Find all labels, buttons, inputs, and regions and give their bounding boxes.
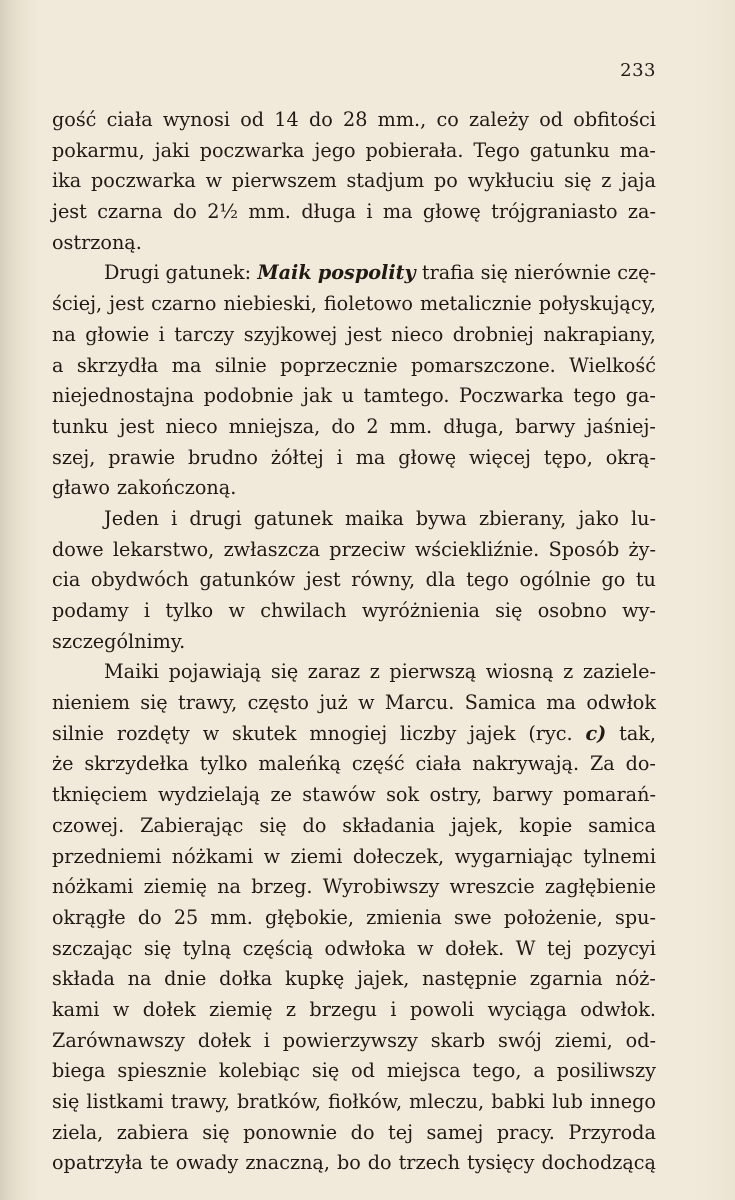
text-line: ściej, jest czarno niebieski, fioletowo metalicznie połyskujący, xyxy=(52,292,656,316)
text-line: na głowie i tarczy szyjkowej jest nieco drobniej nakrapiany, xyxy=(52,322,656,346)
text-line: niejednostajna podobnie jak u tamtego. Poczwarka tego ga- xyxy=(52,384,656,408)
text-line: Zarównawszy dołek i powierzywszy skarb swój ziemi, od- xyxy=(52,1028,656,1052)
text-line: jest czarna do 2½ mm. długa i ma głowę trójgraniasto za- xyxy=(52,200,656,224)
text-line: pokarmu, jaki poczwarka jego pobierała. Tego gatunku ma- xyxy=(52,138,656,162)
text-line: silnie rozdęty w skutek mnogiej liczby jajek (ryc. c) tak, xyxy=(52,721,656,745)
page-number: 233 xyxy=(620,60,656,81)
text-line: się listkami trawy, bratków, fiołków, mleczu, babki lub innego xyxy=(52,1090,656,1113)
text-line: cia obydwóch gatunków jest równy, dla tego ogólnie go tu xyxy=(52,568,656,592)
body-text xyxy=(52,105,656,1179)
text-line: Maiki pojawiają się zaraz z pierwszą wiosną z zaziele- xyxy=(104,660,656,684)
text-line: czowej. Zabierając się do składania jajek, kopie samica xyxy=(52,813,656,837)
text-line: ostrzoną. xyxy=(52,230,142,254)
text-line: opatrzyła te owady znaczną, bo do trzech tysięcy dochodzącą xyxy=(52,1151,656,1175)
text-line: szczególnimy. xyxy=(52,629,186,653)
text-line: okrągłe do 25 mm. głębokie, zmienia swe położenie, spu- xyxy=(52,905,656,929)
text-line: gławo zakończoną. xyxy=(52,476,237,500)
text-line: gość ciała wynosi od 14 do 28 mm., co zależy od obfitości xyxy=(52,108,656,131)
text-line: biega spiesznie kolebiąc się od miejsca tego, a posiliwszy xyxy=(52,1059,656,1083)
text-line: Drugi gatunek: Maik pospolity trafia się nierównie czę- xyxy=(104,261,656,285)
text-line: że skrzydełka tylko maleńką część ciała nakrywają. Za do- xyxy=(52,752,656,776)
text-line: nóżkami ziemię na brzeg. Wyrobiwszy wreszcie zagłębienie xyxy=(52,875,656,899)
text-line: nieniem się trawy, często już w Marcu. Samica ma odwłok xyxy=(52,691,656,715)
text-line: przedniemi nóżkami w ziemi dołeczek, wygarniając tylnemi xyxy=(52,844,656,868)
text-line: podamy i tylko w chwilach wyróżnienia się osobno wy- xyxy=(52,599,656,622)
text-line: szczając się tylną częścią odwłoka w dołek. W tej pozycyi xyxy=(52,936,656,960)
text-line: ziela, zabiera się ponownie do tej samej pracy. Przyroda xyxy=(52,1120,656,1144)
text-line: ika poczwarka w pierwszem stadjum po wykłuciu się z jaja xyxy=(52,169,656,193)
text-line: Jeden i drugi gatunek maika bywa zbierany, jako lu- xyxy=(104,506,656,530)
text-line: kami w dołek ziemię z brzegu i powoli wyciąga odwłok. xyxy=(52,997,656,1021)
text-line: tunku jest nieco mniejsza, do 2 mm. długa, barwy jaśniej- xyxy=(52,414,656,438)
text-line: tknięciem wydzielają ze stawów sok ostry, barwy pomarań- xyxy=(52,783,656,807)
text-line: szej, prawie brudno żółtej i ma głowę więcej tępo, okrą- xyxy=(52,445,656,469)
text-line: dowe lekarstwo, zwłaszcza przeciw wściekliźnie. Sposób ży- xyxy=(52,537,656,561)
text-line: a skrzydła ma silnie poprzecznie pomarszczone. Wielkość xyxy=(52,353,656,377)
text-line: składa na dnie dołka kupkę jajek, następnie zgarnia nóż- xyxy=(52,967,656,991)
